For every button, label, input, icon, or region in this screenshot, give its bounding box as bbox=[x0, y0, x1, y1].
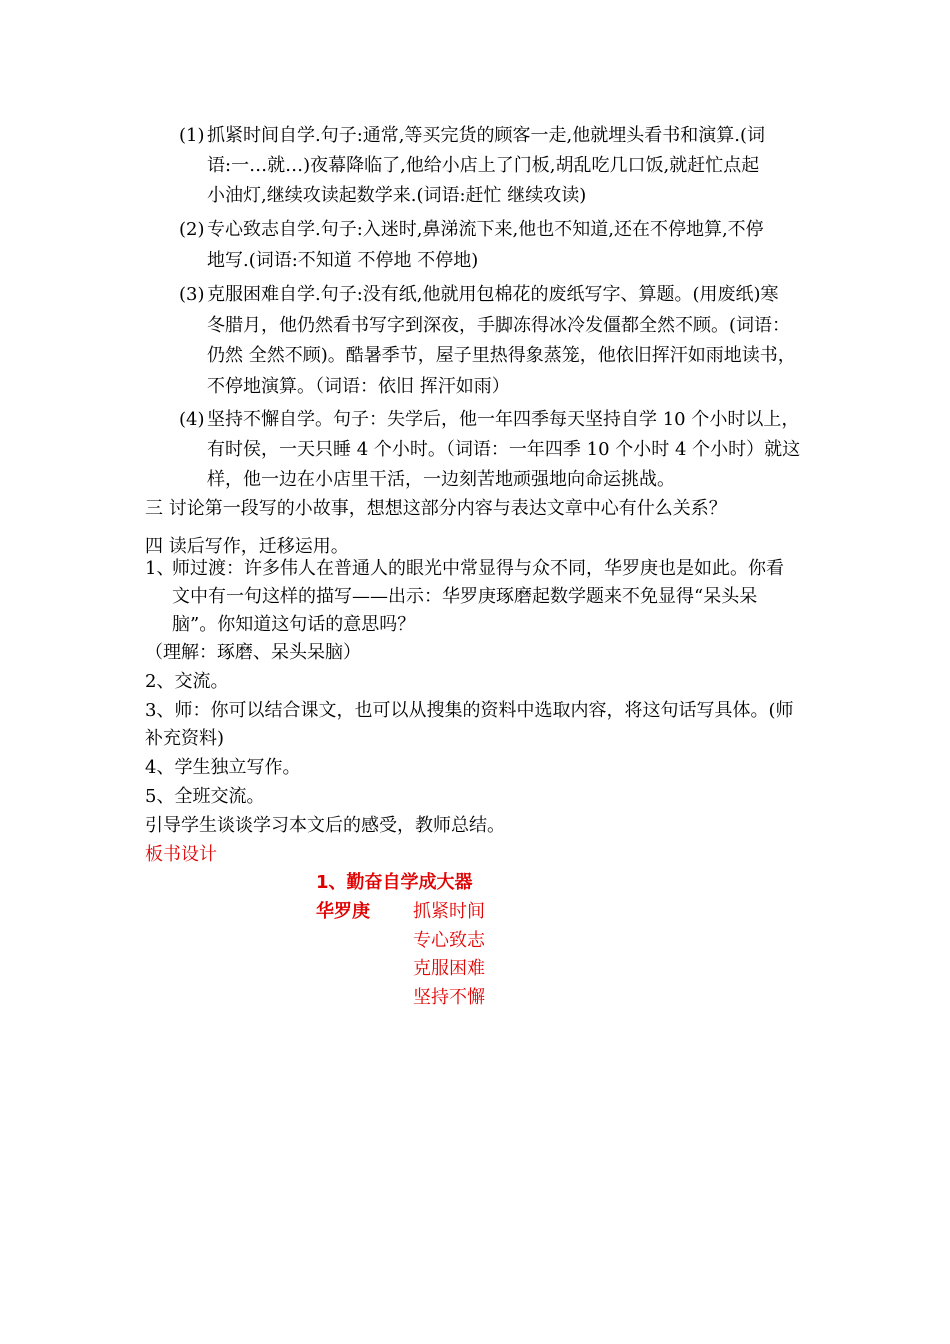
item-number: (4) bbox=[179, 409, 205, 430]
step-five: 5、全班交流。 bbox=[145, 786, 265, 807]
item-line: 仍然 全然不顾)。酷暑季节，屋子里热得象蒸笼，他依旧挥汗如雨地读书， bbox=[207, 345, 796, 366]
section-four: 四 读后写作，迁移运用。 bbox=[145, 536, 349, 557]
board-point: 专心致志 bbox=[413, 930, 485, 951]
step-line: 脑”。你知道这句话的意思吗？ bbox=[172, 614, 416, 635]
item-line: 有时侯，一天只睡 4 个小时。（词语：一年四季 10 个小时 4 个小时）就这 bbox=[207, 439, 801, 460]
understand-note: （理解：琢磨、呆头呆脑） bbox=[145, 642, 361, 663]
item-number: (1) bbox=[179, 125, 205, 146]
board-point: 克服困难 bbox=[413, 958, 485, 979]
item-line: 地写.(词语:不知道 不停地 不停地) bbox=[207, 250, 479, 271]
step-number: 1、 bbox=[145, 558, 175, 579]
item-line: 克服困难自学.句子:没有纸,他就用包棉花的废纸写字、算题。(用废纸)寒 bbox=[207, 284, 779, 305]
step-three-line: 3、师：你可以结合课文，也可以从搜集的资料中选取内容，将这句话写具体。(师 bbox=[145, 700, 794, 721]
board-point: 抓紧时间 bbox=[413, 901, 485, 922]
item-line: 抓紧时间自学.句子:通常,等买完货的顾客一走,他就埋头看书和演算.(词 bbox=[207, 125, 765, 146]
item-line: 冬腊月，他仍然看书写字到深夜，手脚冻得冰冷发僵都全然不顾。(词语： bbox=[207, 315, 791, 336]
item-line: 坚持不懈自学。句子：失学后，他一年四季每天坚持自学 10 个小时以上， bbox=[207, 409, 800, 430]
board-title: 1、勤奋自学成大器 bbox=[316, 872, 473, 893]
step-two: 2、交流。 bbox=[145, 671, 229, 692]
step-three-line: 补充资料) bbox=[145, 728, 225, 749]
item-line: 不停地演算。（词语：依旧 挥汗如雨） bbox=[207, 376, 510, 397]
item-line: 语:一…就…)夜幕降临了,他给小店上了门板,胡乱吃几口饭,就赶忙点起 bbox=[207, 155, 760, 176]
section-three: 三 讨论第一段写的小故事，想想这部分内容与表达文章中心有什么关系？ bbox=[145, 498, 727, 519]
step-line: 文中有一句这样的描写——出示：华罗庚琢磨起数学题来不免显得“呆头呆 bbox=[172, 586, 758, 607]
item-line: 专心致志自学.句子:入迷时,鼻涕流下来,他也不知道,还在不停地算,不停 bbox=[207, 219, 764, 240]
step-four: 4、学生独立写作。 bbox=[145, 757, 301, 778]
item-number: (2) bbox=[179, 219, 205, 240]
step-line: 师过渡：许多伟人在普通人的眼光中常显得与众不同，华罗庚也是如此。你看 bbox=[172, 558, 784, 579]
item-line: 小油灯,继续攻读起数学来.(词语:赶忙 继续攻读) bbox=[207, 185, 587, 206]
guide-text: 引导学生谈谈学习本文后的感受，教师总结。 bbox=[145, 815, 505, 836]
item-number: (3) bbox=[179, 284, 205, 305]
item-line: 样，他一边在小店里干活，一边刻苦地顽强地向命运挑战。 bbox=[207, 469, 675, 490]
board-heading: 板书设计 bbox=[145, 844, 217, 865]
board-point: 坚持不懈 bbox=[413, 987, 485, 1008]
board-person: 华罗庚 bbox=[316, 901, 370, 922]
